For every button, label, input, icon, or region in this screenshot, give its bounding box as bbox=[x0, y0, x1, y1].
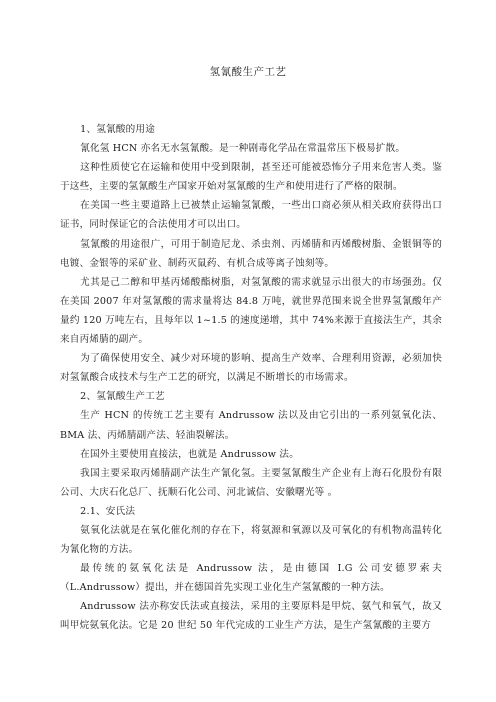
body-paragraph: 最传统的氨氧化法是 Andrussow 法，是由德国 I.G 公司安德罗索夫（L.Andrussow）提出，并在德国首先实现工业化生产氢氰酸的一种方法。 bbox=[60, 563, 442, 594]
body-paragraph: 在美国一些主要道路上已被禁止运输氢氰酸，一些出口商必须从相关政府获得出口证书，同时保证它的合法使用才可以出口。 bbox=[60, 200, 442, 231]
subsection-heading: 2.1、安氏法 bbox=[80, 505, 136, 517]
body-paragraph: 在国外主要使用直接法，也就是 Andrussow 法。 bbox=[80, 448, 300, 460]
body-paragraph: 氨氧化法就是在氧化催化剂的存在下，将氨源和氧源以及可氧化的有机物高温转化为氰化物的方法。 bbox=[60, 524, 442, 556]
section-heading: 2、氢氰酸生产工艺 bbox=[80, 391, 165, 403]
body-paragraph: 生产 HCN 的传统工艺主要有 Andrussow 法以及由它引出的一系列氨氧化法、BMA 法、丙烯腈副产法、轻油裂解法。 bbox=[60, 410, 442, 441]
body-paragraph: 我国主要采取丙烯腈副产法生产氰化氢。主要氢氰酸生产企业有上海石化股份有限公司、大庆石化总厂、抚顺石化公司、河北诚信、安徽曙光等 。 bbox=[60, 467, 442, 498]
section-heading: 1、氢氰酸的用途 bbox=[80, 124, 156, 135]
body-paragraph: Andrussow 法亦称安氏法或直接法，采用的主要原料是甲烷、氨气和氧气，故又叫甲烷氨氧化法。它是 20 世纪 50 年代完成的工业生产方法，是生产氢氰酸的主要方 bbox=[60, 601, 442, 632]
body-paragraph: 氢氰酸的用途很广，可用于制造尼龙、杀虫剂、丙烯腈和丙烯酸树脂、金银铜等的电镀、金银等的采矿业、制药灭鼠药、有机合成等离子蚀刻等。 bbox=[60, 238, 442, 269]
body-paragraph: 这种性质使它在运输和使用中受到限制，甚至还可能被恐怖分子用来危害人类。鉴于这些，主要的氢氰酸生产国家开始对氢氰酸的生产和使用进行了严格的限制。 bbox=[60, 162, 442, 193]
document-body bbox=[60, 120, 442, 636]
body-paragraph: 氰化氢 HCN 亦名无水氢氰酸。是一种剧毒化学品在常温常压下极易扩散。 bbox=[80, 143, 406, 155]
body-paragraph: 为了确保使用安全、减少对环境的影响、提高生产效率、合理利用资源，必须加快对氢氰酸合成技术与生产工艺的研究，以满足不断增长的市场需求。 bbox=[60, 353, 442, 384]
body-paragraph: 尤其是己二醇和甲基丙烯酸酯树脂，对氢氰酸的需求就显示出很大的市场强劲。仅在美国 2007 年对氢氰酸的需求量将达 84.8 万吨，就世界范围来说全世界氢氰酸年产量约 120 万吨左右，且每年以 1~1.5 的速度递增，其中 74%来源于直接法生产，其余来自丙烯腈的副产。 bbox=[60, 276, 442, 346]
document-title: 氢氰酸生产工艺 bbox=[209, 66, 287, 78]
